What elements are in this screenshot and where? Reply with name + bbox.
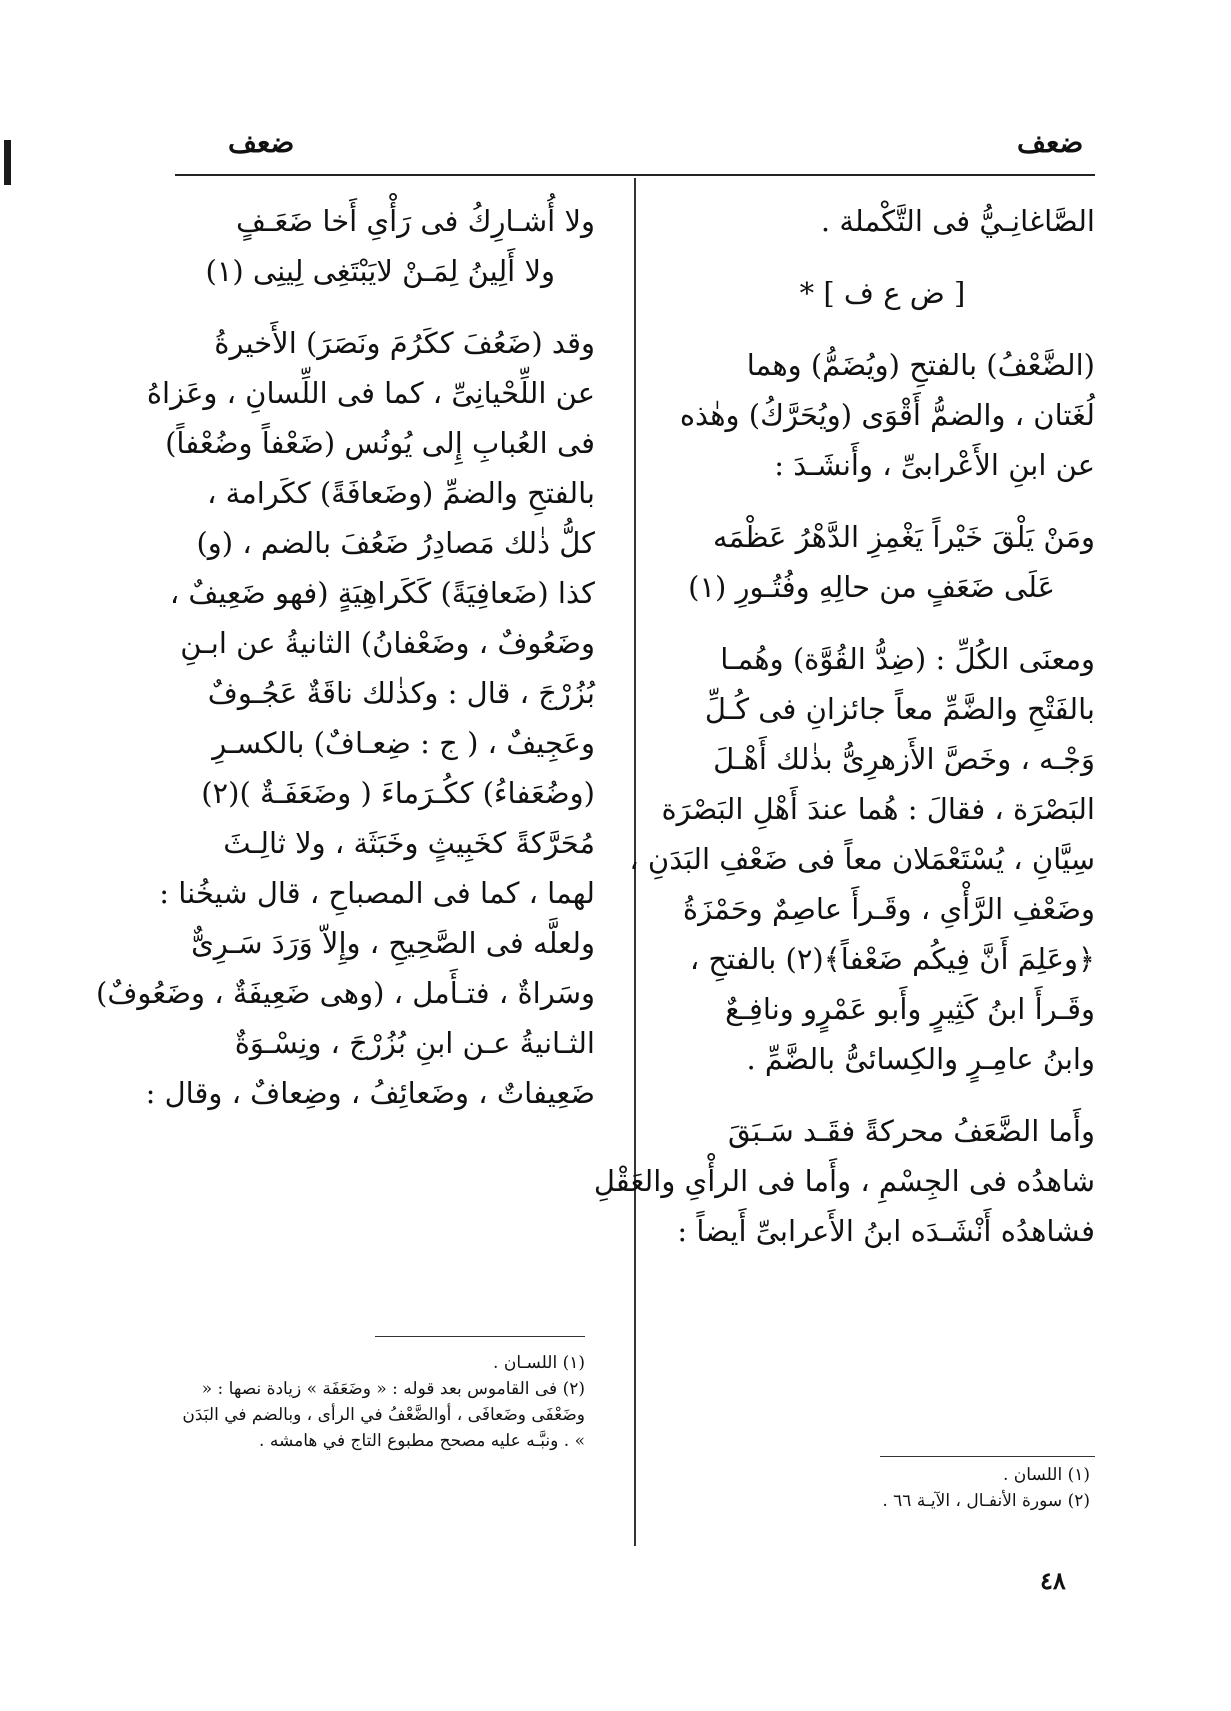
text-line: ومعنَى الكُلِّ : (ضِدُّ القُوَّة) وهُمـا xyxy=(720,642,1095,676)
text-line: وقَـرأَ ابنُ كَثِيرٍ وأَبو عَمْرٍو ونافِـعٌ xyxy=(725,992,1095,1026)
footnote: (١) اللسـان . xyxy=(493,1353,585,1373)
text-line: ﴿وعَلِمَ أَنَّ فِيكُم ضَعْفاً﴾(٢) بالفتحِ ، xyxy=(689,942,1095,976)
text-line: كذا (ضَعافِيَةً) كَكَراهِيَةٍ (فهو ضَعِيفٌ ، xyxy=(169,576,595,610)
text-line: وأَما الضَّعَفُ محركةً فقَـد سَـبَقَ xyxy=(728,1114,1095,1148)
text-line: وقد (ضَعُفَ ككَرُمَ ونَصَرَ) الأَخيرةُ xyxy=(214,326,595,360)
verse-line: ولا أَلِينُ لِمَـنْ لايَبْتَغِى لِينِى (١) xyxy=(205,254,555,288)
entry-heading: [ ض ع ف ] * xyxy=(799,276,966,310)
text-line: الصَّاغانِـيُّ فى التَّكْملة . xyxy=(820,204,1095,238)
text-line: لُغَتان ، والضمُّ أَقْوَى (ويُحَرَّكُ) وهٰذه xyxy=(679,398,1095,432)
text-line: ولعلَّه فى الصَّحِيحِ ، وإِلاّ وَرَدَ سَـرِىٌّ xyxy=(191,926,595,960)
text-line: وابنُ عامِـرٍ والكِسائىُّ بالضَّمِّ . xyxy=(746,1042,1095,1076)
text-line: (الضَّعْفُ) بالفتحِ (ويُضَمُّ) وهما xyxy=(746,348,1095,382)
footnote: (٢) فى القاموس بعد قوله : « وضَعَفَة » زيادة نصها : « وضَعْفَى وضَعافَى ، أوالضَّعْفُ في الرأى ، وبالضم في البَدَن » . ونبَّـه عليه مصحح مطبوع التاج في هامشه . xyxy=(182,1379,585,1451)
text-line: عن ابنِ الأَعْرابىِّ ، وأَنشَـدَ : xyxy=(774,448,1095,482)
text-line: وسَراةٌ ، فتـأَمل ، (وهى ضَعِيفَةٌ ، وضَعُوفٌ) xyxy=(96,976,595,1010)
text-line: وعَجِيفٌ ، ( ج : ضِعـافٌ) بالكسـرِ xyxy=(212,726,595,760)
footnote-rule xyxy=(375,1336,585,1337)
text-line: بالفَتْحِ والضَّمِّ معاً جائزانِ فى كُـلِّ xyxy=(704,692,1095,726)
footnote: (١) اللسان . xyxy=(1003,1465,1090,1485)
text-line: شاهدُه فى الجِسْمِ ، وأَما فى الرأْىِ والعَقْلِ xyxy=(593,1164,1095,1198)
text-line: البَصْرَة ، فقالَ : هُما عندَ أَهْلِ البَصْرَة xyxy=(661,792,1095,826)
left-footnotes xyxy=(175,1350,585,1454)
page-number: ٤٨ xyxy=(1040,1566,1066,1595)
running-head-right: ضعف xyxy=(1017,126,1084,159)
text-line: مُحَرَّكةً كخَبِيثٍ وخَبَثَة ، ولا ثالِـثَ xyxy=(223,826,595,860)
footnote-rule xyxy=(880,1456,1095,1457)
header-rule xyxy=(175,174,1095,176)
verse-line: ومَنْ يَلْقَ خَيْراً يَغْمِزِ الدَّهْرُ عَظْمَه xyxy=(713,520,1095,554)
text-line: بُزُرْجَ ، قال : وكذٰلك ناقَةٌ عَجُـوفٌ xyxy=(207,676,595,710)
text-line: الثـانيةُ عـن ابنِ بُزُرْجَ ، ونِسْـوَةٌ xyxy=(234,1026,595,1060)
text-line: فشاهدُه أَنْشَـدَه ابنُ الأَعرابىِّ أَيضاً : xyxy=(677,1214,1095,1248)
text-line: ضَعِيفاتٌ ، وضَعائِفُ ، وضِعافٌ ، وقال : xyxy=(145,1076,595,1110)
text-line: وضَعُوفٌ ، وضَعْفانُ) الثانيةُ عن ابـنِ xyxy=(180,626,595,660)
text-line: بالفتحِ والضمِّ (وضَعافَةً) ككَرامة ، xyxy=(207,476,595,510)
scan-edge-mark xyxy=(4,140,11,185)
text-line: وَجْـه ، وخَصَّ الأَزهرِىُّ بذٰلك أَهْـلَ xyxy=(713,742,1095,776)
verse-line: عَلَى ضَعَفٍ من حالِهِ وفُتُـورِ (١) xyxy=(688,570,1055,604)
text-line: (وضُعَفاءُ) ككُـرَماءَ ( وضَعَفَـةٌ )(٢) xyxy=(201,776,595,810)
left-column xyxy=(96,196,595,1118)
footnote: (٢) سورة الأنفـال ، الآيـة ٦٦ . xyxy=(882,1491,1090,1511)
verse-line: ولا أُشـارِكُ فى رَأْىِ أَخا ضَعَـفٍ xyxy=(236,204,595,238)
text-line: وضَعْفِ الرَّأْىِ ، وقَـرأَ عاصِمٌ وحَمْزَةُ xyxy=(682,892,1095,926)
running-head-left: ضعف xyxy=(228,126,295,159)
text-line: سِيَّانِ ، يُسْتَعْمَلان معاً فى ضَعْفِ البَدَنِ ، xyxy=(629,842,1095,876)
text-line: عن اللِّحْيانِىِّ ، كما فى اللِّسانِ ، وعَزاهُ xyxy=(146,376,595,410)
right-footnotes xyxy=(720,1462,1090,1514)
text-line: فى العُبابِ إِلى يُونُس (ضَعْفاً وضُعْفاً) xyxy=(165,426,595,460)
text-line: كلُّ ذٰلك مَصادِرُ ضَعُفَ بالضم ، (و) xyxy=(196,526,595,560)
right-column xyxy=(593,196,1095,1256)
text-line: لهما ، كما فى المصباحِ ، قال شيخُنا : xyxy=(159,876,595,910)
